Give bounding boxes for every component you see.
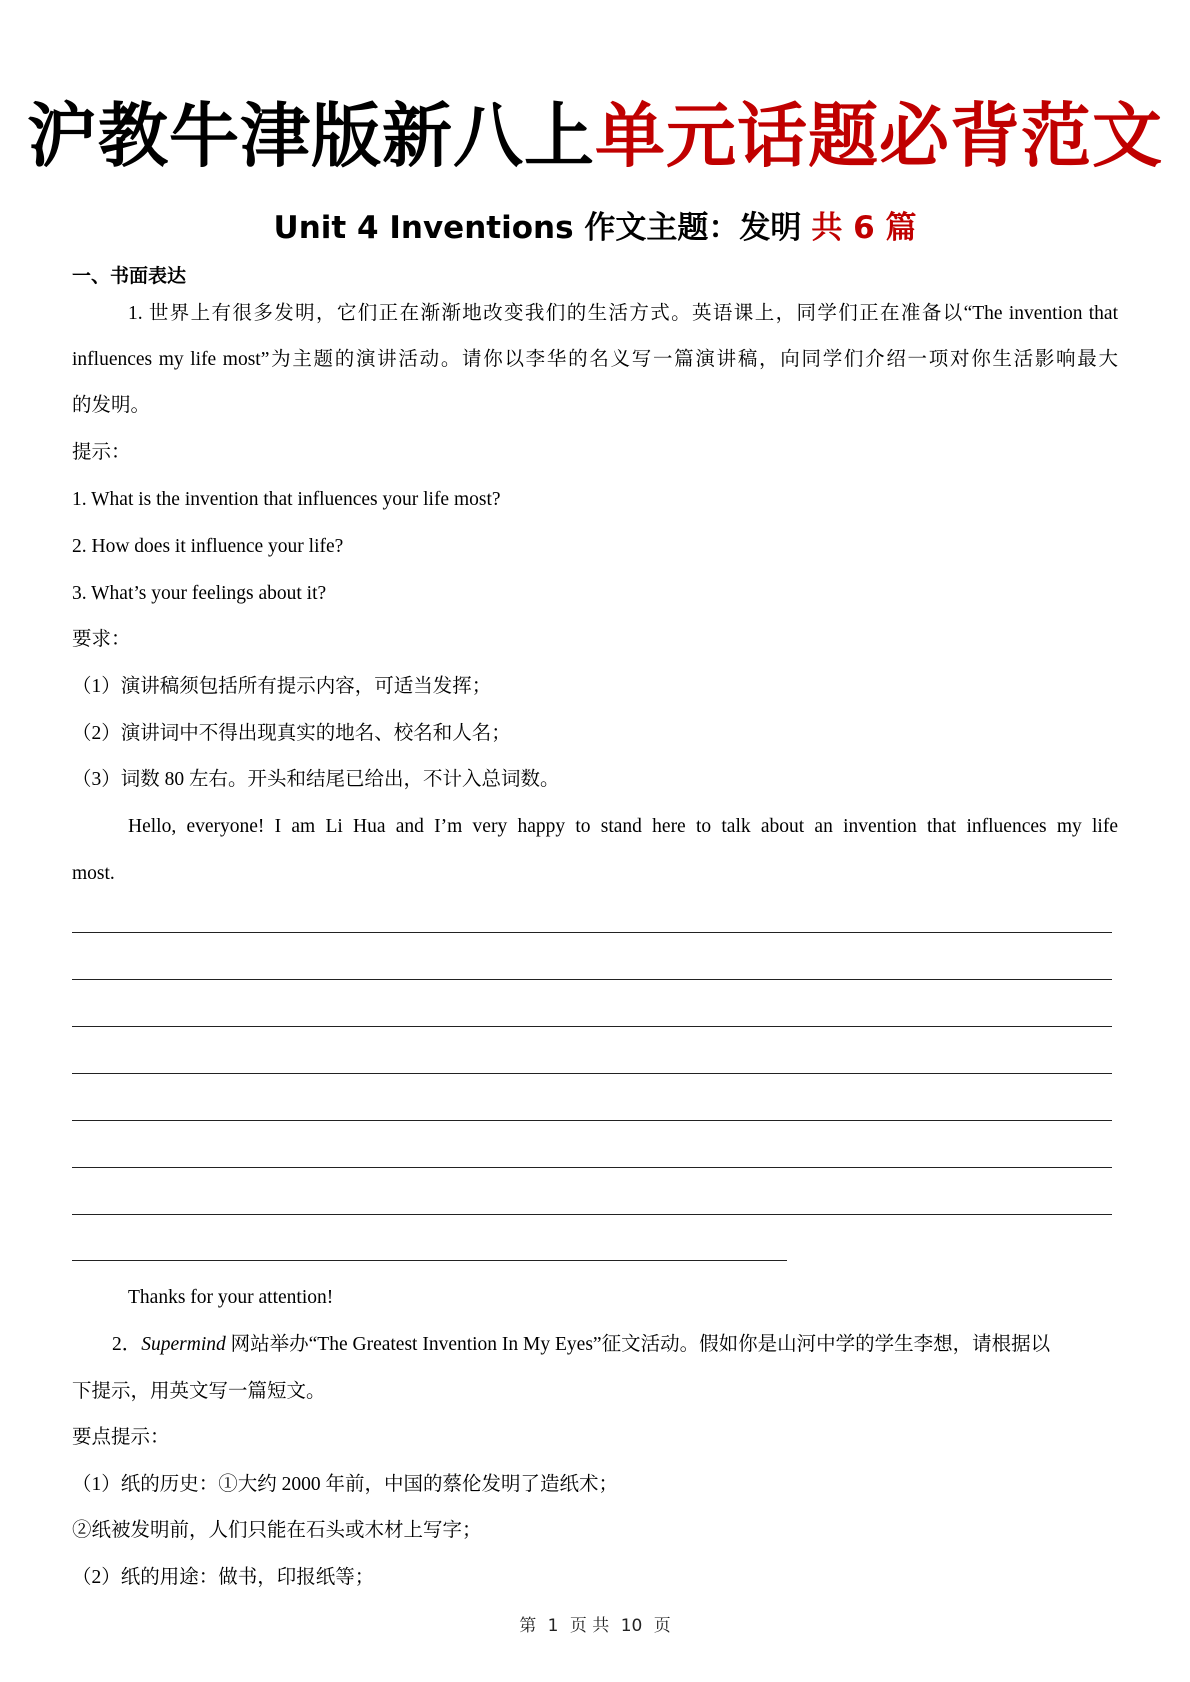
footer-page-number: 1 — [547, 1616, 559, 1636]
main-title — [0, 88, 1190, 184]
q1-requirement-1: （1）演讲稿须包括所有提示内容，可适当发挥； — [72, 676, 492, 697]
q1-hint-3: 3. What’s your feelings about it? — [72, 583, 327, 604]
q2-site-name: Supermind — [141, 1334, 226, 1355]
q2-point-1b: ②纸被发明前，人们只能在石头或木材上写字； — [72, 1520, 482, 1541]
sub-title-red: 共 6 篇 — [811, 210, 917, 246]
q1-hint-1: 1. What is the invention that influences your life most? — [72, 489, 501, 510]
answer-line — [72, 979, 1112, 980]
section-title: 一、书面表达 — [72, 265, 187, 287]
q2-prompt-rest: 网站举办“The Greatest Invention In My Eyes”征文活动。假如你是山河中学的学生李想，请根据以 — [230, 1334, 1051, 1355]
q1-prompt-line-2: influences my life most”为主题的演讲活动。请你以李华的名义写一篇演讲稿，向同学们介绍一项对你生活影响最大 — [72, 349, 1118, 370]
footer-prefix: 第 — [519, 1616, 537, 1636]
q1-prompt-line-1: 1. 世界上有很多发明，它们正在渐渐地改变我们的生活方式。英语课上，同学们正在准备以“The invention that — [128, 303, 1118, 324]
answer-line — [72, 1167, 1112, 1168]
answer-line — [72, 932, 1112, 933]
q2-points-label: 要点提示： — [72, 1427, 170, 1448]
q1-opening-line-1: Hello, everyone! I am Li Hua and I’m very happy to stand here to talk about an invention that influences my life — [128, 816, 1118, 837]
q2-number: 2． — [112, 1334, 142, 1355]
page-footer — [0, 1614, 1190, 1638]
q1-opening-line-2: most. — [72, 863, 115, 884]
q1-requirement-2: （2）演讲词中不得出现真实的地名、校名和人名； — [72, 723, 511, 744]
q1-hint-label: 提示： — [72, 442, 131, 463]
q2-prompt-line-2: 下提示，用英文写一篇短文。 — [72, 1381, 326, 1402]
q2-point-1: （1）纸的历史：①大约 2000 年前，中国的蔡伦发明了造纸术； — [72, 1474, 619, 1495]
q1-requirement-3: （3）词数 80 左右。开头和结尾已给出，不计入总词数。 — [72, 769, 560, 790]
main-title-black: 沪教牛津版新八上 — [27, 95, 595, 177]
footer-suffix: 页 — [653, 1616, 671, 1636]
answer-line-last — [72, 1260, 787, 1261]
answer-line — [72, 1214, 1112, 1215]
q1-hint-2: 2. How does it influence your life? — [72, 536, 344, 557]
answer-line — [72, 1026, 1112, 1027]
q1-prompt-line-3: 的发明。 — [72, 395, 151, 416]
q2-prompt-line-1 — [72, 1331, 1118, 1359]
main-title-red: 单元话题必背范文 — [595, 95, 1163, 177]
footer-mid: 页 共 — [569, 1616, 610, 1636]
q2-point-2: （2）纸的用途：做书，印报纸等； — [72, 1567, 375, 1588]
q1-closing: Thanks for your attention! — [128, 1287, 334, 1308]
q1-requirement-label: 要求： — [72, 629, 131, 650]
answer-line — [72, 1073, 1112, 1074]
answer-line — [72, 1120, 1112, 1121]
footer-total-pages: 10 — [620, 1616, 643, 1636]
sub-title — [0, 207, 1190, 249]
sub-title-black: Unit 4 Inventions 作文主题：发明 — [273, 210, 802, 246]
